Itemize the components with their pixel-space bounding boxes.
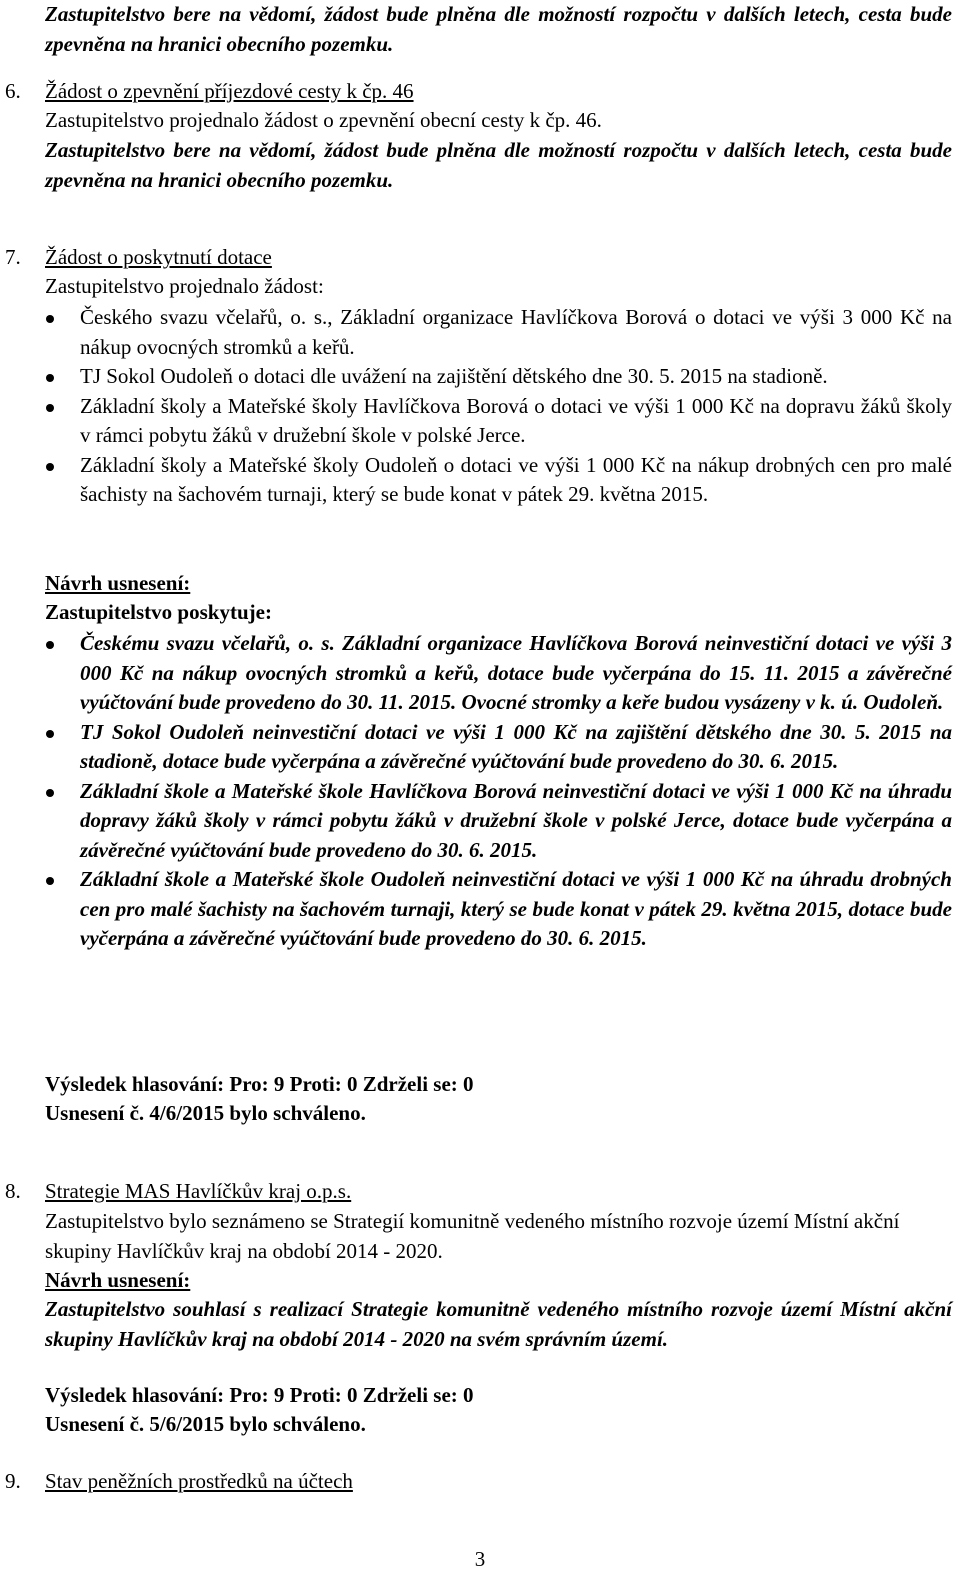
- request-list: [80, 303, 952, 510]
- bullet-icon: [46, 404, 54, 412]
- list-item: TJ Sokol Oudoleň o dotaci dle uvážení na zajištění dětského dne 30. 5. 2015 na stadioně.: [80, 362, 952, 392]
- list-item: Základní škole a Mateřské škole Oudoleň neinvestiční dotaci ve výši 1 000 Kč na úhradu drobných cen pro malé šachisty na šachovém turnaji, který se bude konat v pátek 29. května 2015, dotace bude vyčerpána a závěrečné vyúčtování bude provedeno do 30. 6. 2015.: [80, 865, 952, 954]
- bullet-icon: [46, 730, 54, 738]
- item-title: Žádost o zpevnění příjezdové cesty k čp. 46: [45, 79, 414, 103]
- item-number: 7.: [5, 245, 21, 269]
- item-number: 6.: [5, 79, 21, 103]
- proposal-label: Návrh usnesení:: [45, 571, 191, 595]
- page-number: 3: [474, 1547, 486, 1571]
- item-decision: Zastupitelstvo bere na vědomí, žádost bude plněna dle možností rozpočtu v dalších letech, cesta bude zpevněna na hranici obecního pozemku.: [45, 138, 952, 192]
- proposal-label: Návrh usnesení:: [45, 1268, 191, 1292]
- list-item: Českého svazu včelařů, o. s., Základní organizace Havlíčkova Borová o dotaci ve výši 3 000 Kč na nákup ovocných stromků a keřů.: [80, 303, 952, 362]
- item-title: Strategie MAS Havlíčkův kraj o.p.s.: [45, 1179, 352, 1203]
- vote-result: Výsledek hlasování: Pro: 9 Proti: 0 Zdrželi se: 0: [45, 1072, 474, 1096]
- vote-result: Výsledek hlasování: Pro: 9 Proti: 0 Zdrželi se: 0: [45, 1383, 474, 1407]
- resolution-status: Usnesení č. 5/6/2015 bylo schváleno.: [45, 1412, 366, 1436]
- item-number: 8.: [5, 1179, 21, 1203]
- item-text: Zastupitelstvo bylo seznámeno se Strategií komunitně vedeného místního rozvoje území Místní akční skupiny Havlíčkův kraj na období 2014 - 2020.: [45, 1209, 900, 1263]
- resolution-status: Usnesení č. 4/6/2015 bylo schváleno.: [45, 1101, 366, 1125]
- bullet-icon: [46, 315, 54, 323]
- bullet-icon: [46, 789, 54, 797]
- list-item: Českému svazu včelařů, o. s. Základní organizace Havlíčkova Borová neinvestiční dotaci ve výši 3 000 Kč na nákup ovocných stromků a keřů, dotace bude vyčerpána do 15. 11. 2015 a závěrečné vyúčtování bude provedeno do 30. 11. 2015. Ovocné stromky a keře budou vysázeny v k. ú. Oudoleň.: [80, 629, 952, 718]
- grant-list: [80, 629, 952, 954]
- item-title: Žádost o poskytnutí dotace: [45, 245, 272, 269]
- provides-label: Zastupitelstvo poskytuje:: [45, 600, 272, 624]
- item-number: 9.: [5, 1469, 21, 1493]
- list-item: Základní škole a Mateřské škole Havlíčkova Borová neinvestiční dotaci ve výši 1 000 Kč na úhradu dopravy žáků školy v rámci pobytu žáků v družební škole v polské Jerce, dotace bude vyčerpána a závěrečné vyúčtování bude provedeno do 30. 6. 2015.: [80, 777, 952, 866]
- item-intro: Zastupitelstvo projednalo žádost:: [45, 274, 324, 298]
- list-item: TJ Sokol Oudoleň neinvestiční dotaci ve výši 1 000 Kč na zajištění dětského dne 30. 5. 2015 na stadioně, dotace bude vyčerpána a závěrečné vyúčtování bude provedeno do 30. 6. 2015.: [80, 718, 952, 777]
- bullet-icon: [46, 877, 54, 885]
- proposal-text: Zastupitelstvo souhlasí s realizací Strategie komunitně vedeného místního rozvoje území Místní akční skupiny Havlíčkův kraj na období 2014 - 2020 na svém správním území.: [45, 1297, 952, 1351]
- bullet-icon: [46, 374, 54, 382]
- list-item: Základní školy a Mateřské školy Havlíčkova Borová o dotaci ve výši 1 000 Kč na dopravu žáků školy v rámci pobytu žáků v družební škole v polské Jerce.: [80, 392, 952, 451]
- item-title: Stav peněžních prostředků na účtech: [45, 1469, 353, 1493]
- item-text: Zastupitelstvo projednalo žádost o zpevnění obecní cesty k čp. 46.: [45, 108, 602, 132]
- list-item: Základní školy a Mateřské školy Oudoleň o dotaci ve výši 1 000 Kč na nákup drobných cen pro malé šachisty na šachovém turnaji, který se bude konat v pátek 29. května 2015.: [80, 451, 952, 510]
- bullet-icon: [46, 641, 54, 649]
- previous-item-decision: Zastupitelstvo bere na vědomí, žádost bude plněna dle možností rozpočtu v dalších letech, cesta bude zpevněna na hranici obecního pozemku.: [45, 2, 952, 56]
- bullet-icon: [46, 463, 54, 471]
